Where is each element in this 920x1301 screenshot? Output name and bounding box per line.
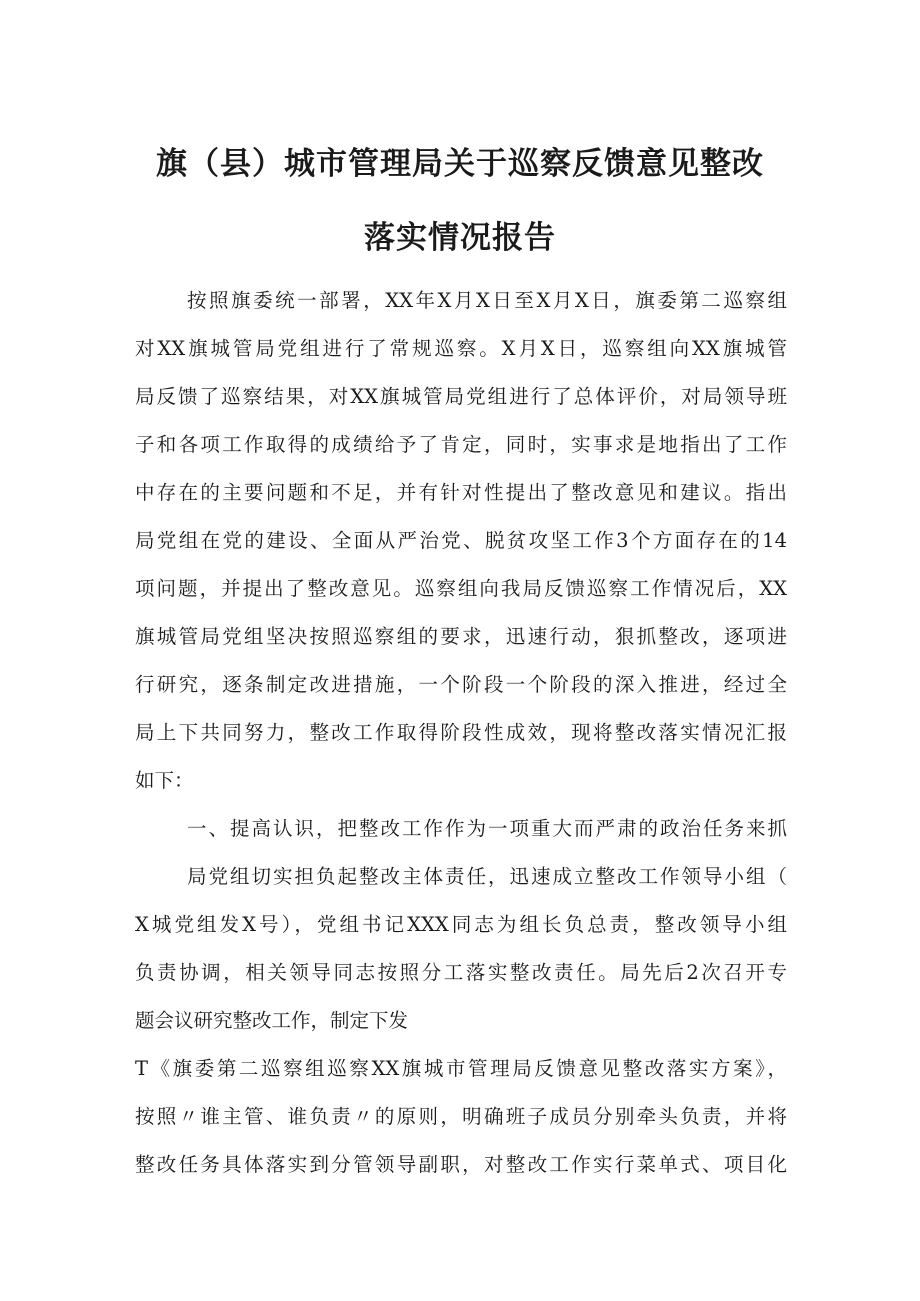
paragraph-line: 按照旗委统一部署，XX年X月X日至X月X日，旗委第二巡察组	[187, 289, 787, 312]
paragraph-line: 整改任务具体落实到分管领导副职，对整改工作实行菜单式、项目化	[135, 1153, 787, 1176]
paragraph-line: 中存在的主要问题和不足，并有针对性提出了整改意见和建议。指出	[135, 481, 787, 504]
paragraph-line: 局上下共同努力，整改工作取得阶段性成效，现将整改落实情况汇报	[135, 721, 787, 744]
paragraph-line: 负责协调，相关领导同志按照分工落实整改责任。局先后2次召开专	[135, 961, 787, 984]
paragraph-line: 项问题，并提出了整改意见。巡察组向我局反馈巡察工作情况后，XX	[135, 577, 787, 600]
paragraph-line: 子和各项工作取得的成绩给予了肯定，同时，实事求是地指出了工作	[135, 433, 787, 456]
paragraph-line: 如下：	[135, 769, 194, 792]
paragraph-line: 旗城管局党组坚决按照巡察组的要求，迅速行动，狠抓整改，逐项进	[135, 625, 787, 648]
paragraph-line: 局反馈了巡察结果，对XX旗城管局党组进行了总体评价，对局领导班	[135, 385, 787, 408]
paragraph-line: 局党组切实担负起整改主体责任，迅速成立整改工作领导小组（	[187, 865, 787, 888]
paragraph-line: 行研究，逐条制定改进措施，一个阶段一个阶段的深入推进，经过全	[135, 673, 787, 696]
paragraph-line: 对XX旗城管局党组进行了常规巡察。X月X日，巡察组向XX旗城管	[135, 337, 787, 360]
paragraph-line: 题会议研究整改工作，制定下发	[135, 1009, 409, 1032]
report-title-line-1: 旗（县）城市管理局关于巡察反馈意见整改	[156, 146, 764, 182]
paragraph-line: 按照〃谁主管、谁负责〃的原则，明确班子成员分别牵头负责，并将	[135, 1105, 787, 1128]
report-title-line-2: 落实情况报告	[364, 220, 556, 256]
section-heading: 一、提高认识，把整改工作作为一项重大而严肃的政治任务来抓	[187, 817, 787, 840]
paragraph-line: T《旗委第二巡察组巡察XX旗城市管理局反馈意见整改落实方案》，	[135, 1057, 787, 1080]
paragraph-line: 局党组在党的建设、全面从严治党、脱贫攻坚工作3个方面存在的14	[135, 529, 787, 552]
paragraph-line: X城党组发X号），党组书记XXX同志为组长负总责，整改领导小组	[135, 913, 787, 936]
